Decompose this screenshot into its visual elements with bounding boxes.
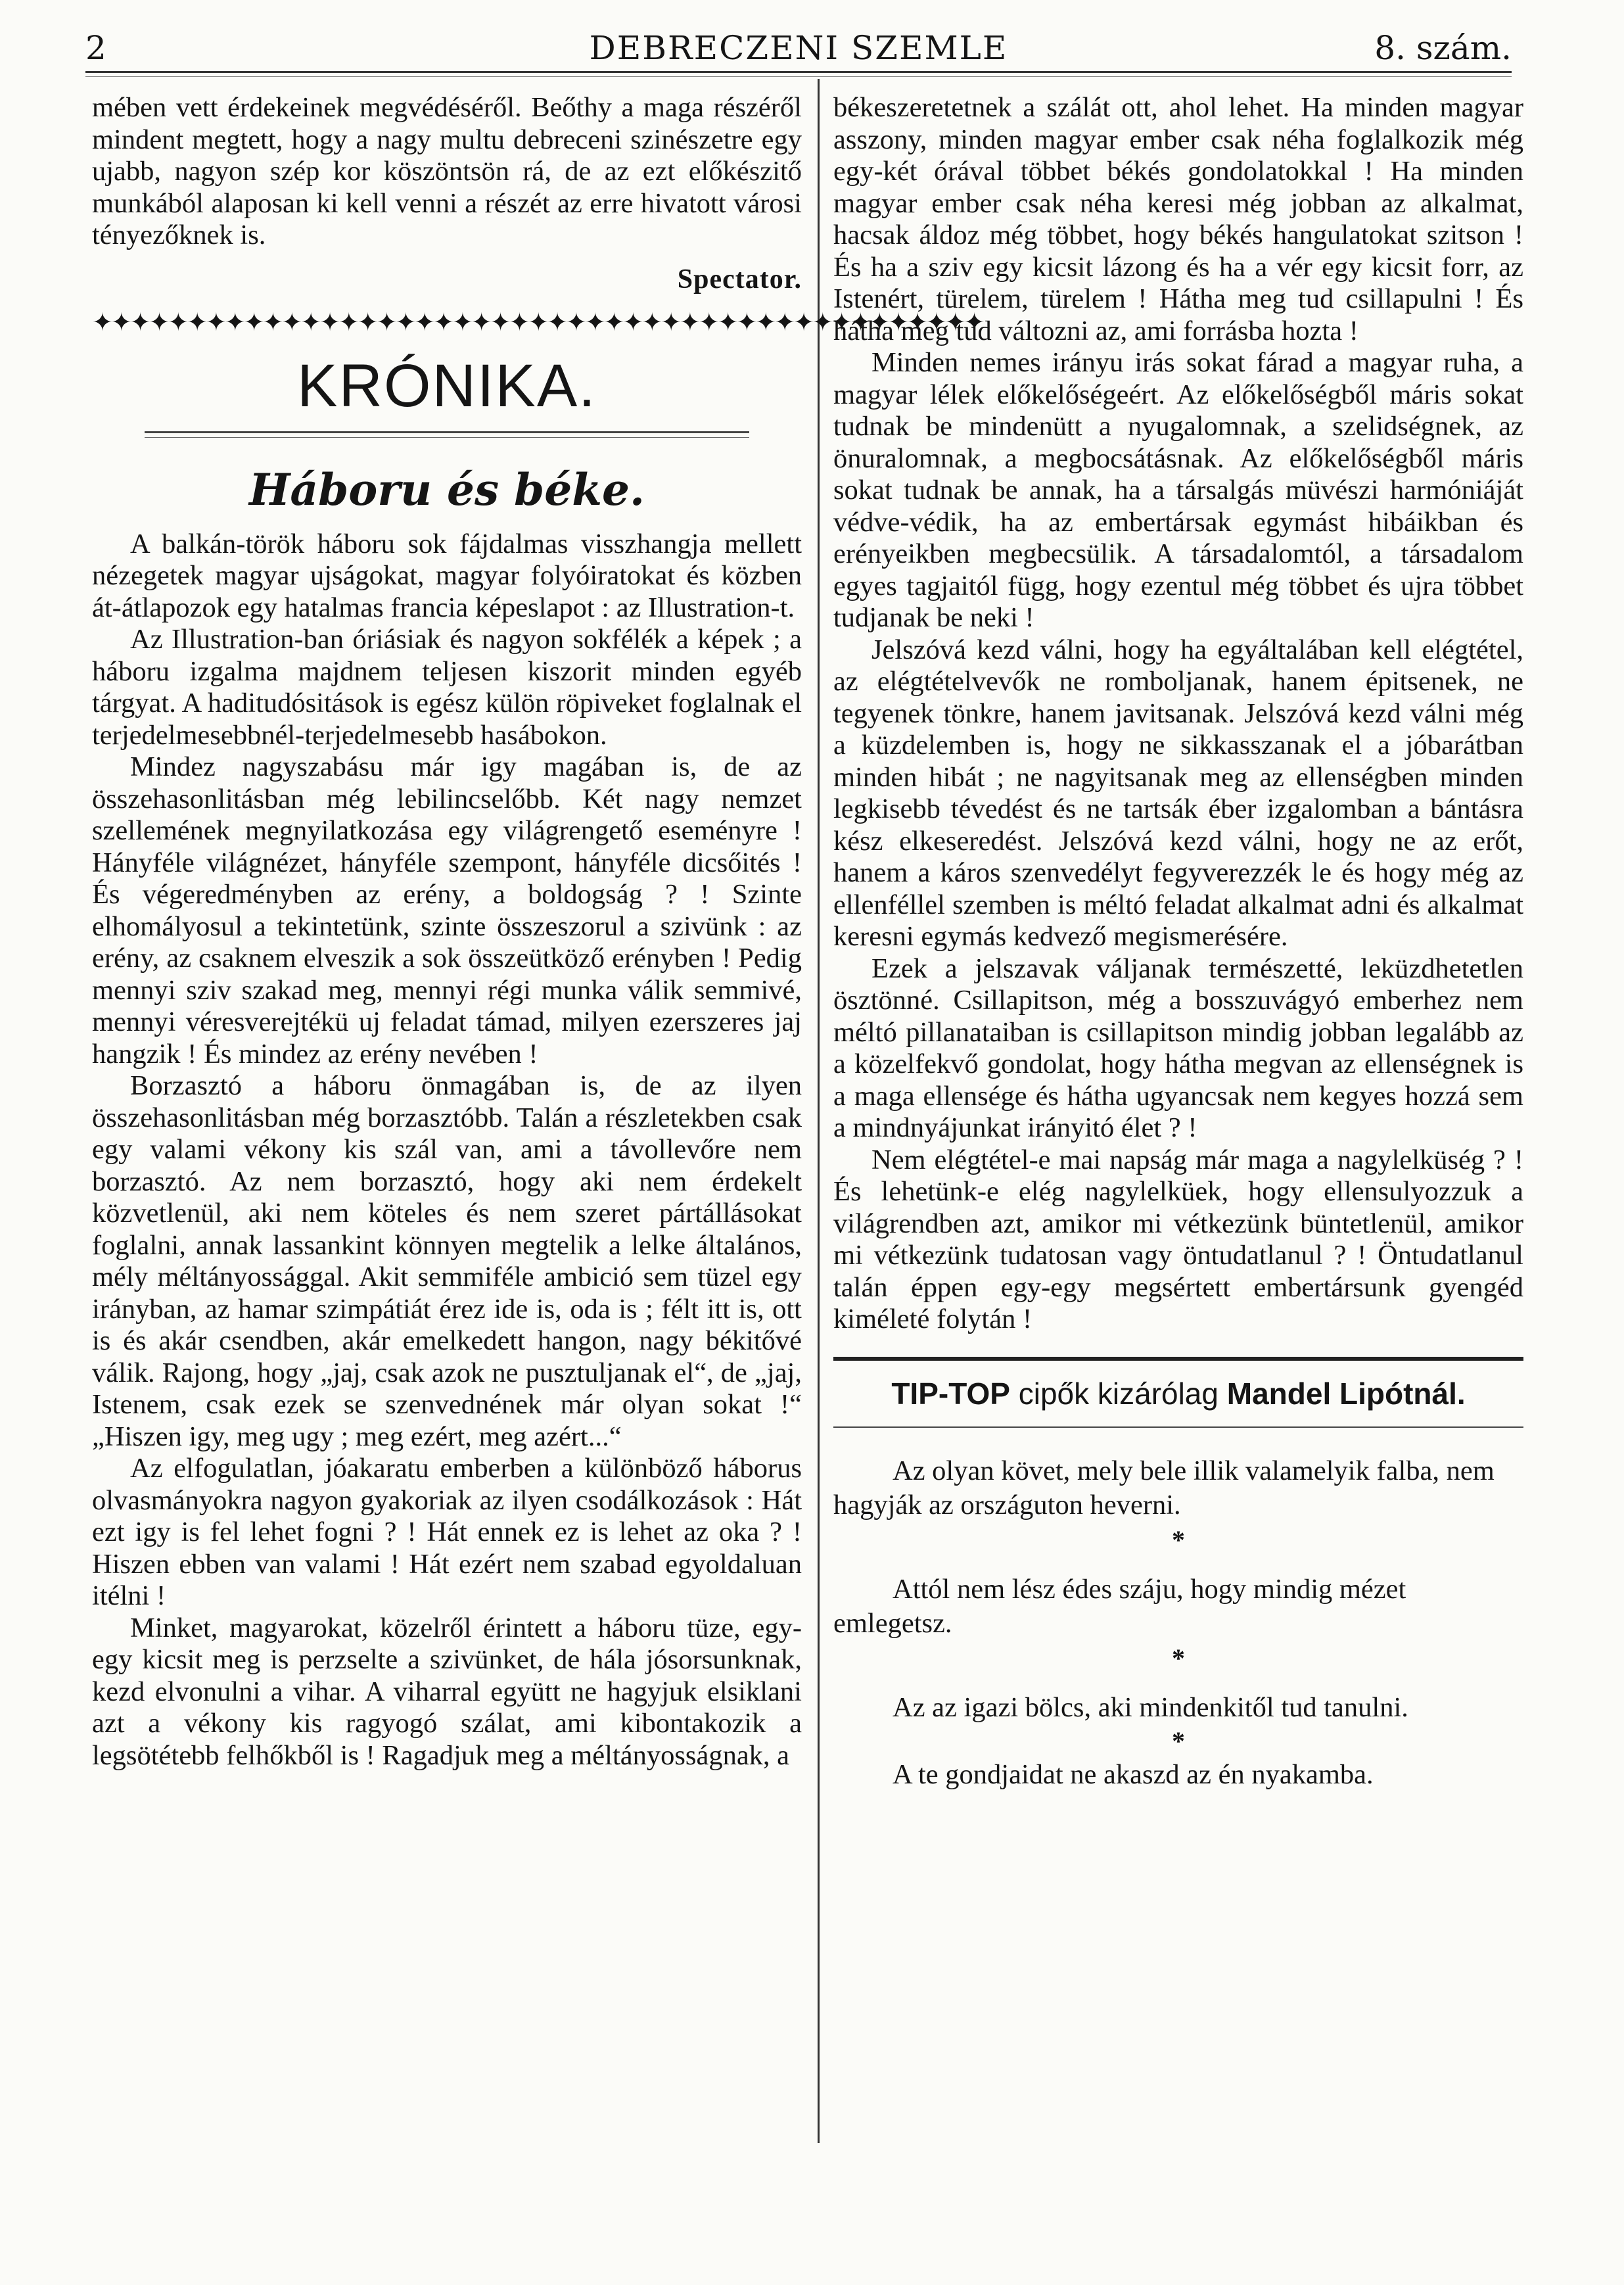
article-paragraph: Az Illustration-ban óriásiak és nagyon sokfélék a képek ; a háboru izgalma majdnem teljesen kiszorit minden egyéb tárgyat. A haditudósitások is egész külön röpiveket foglalnak el terjedelmesebbnél-terjedelmesebb hasábokon. (92, 624, 802, 751)
header-rule-thin (85, 76, 1512, 77)
article-paragraph: Minden nemes irányu irás sokat fárad a magyar ruha, a magyar lélek előkelőségeért. Az előkelőségből máris sokat tudnak be mindenütt a nyugalomnak, a szelidségnek, az önuralomnak, a megbocsátásnak. Az előkelőségből máris sokat tudnak be annak, ha a társalgás müvészi harmóniáját védve-védik, ha az embertársak egymást hibáikban és erényeikben megbecsülik. A társadalomtól, a társadalom egyes tagjaitól függ, hogy ezentul még többet és ujra többet tudjanak be neki ! (833, 347, 1523, 633)
article-paragraph: Az elfogulatlan, jóakaratu emberben a különböző háborus olvasmányokra nagyon gyakoriak az ilyen csodálkozások : Hát ezt igy is fel lehet fogni ? ! Hát ennek ez is lehet az oka ? ! Hiszen ebben van valami ! Hát ezért nem szabad egyoldaluan itélni ! (92, 1453, 802, 1611)
advertisement (833, 1374, 1523, 1413)
article-paragraph: Jelszóvá kezd válni, hogy ha egyáltalában kell elégtétel, az elégtételvevők ne romboljanak, hanem épitsenek, ne tegyenek tönkre, hanem javitsanak. Jelszóvá kezd válni még a küzdelemben is, hogy ne sikkasszanak el a jóbarátban minden hibát ; ne nagyitsanak meg az ellenségben minden legkisebb tévedést és ne tartsák éber izgalomban a bántásra kész elkeseredést. Jelszóvá kezd válni, hogy ne az erőt, hanem a káros szenvedélyt fegyverezzék le és hogy még az ellenféllel szemben is méltó feladat alkalmat adni és alkalmat keresni egymás kedvező megismerésére. (833, 634, 1523, 952)
article-paragraph: Mindez nagyszabásu már igy magában is, de az összehasonlitásban még lebilincselőbb. Két nagy nemzet szellemének megnyilatkozása egy világrengető eseményre ! Hányféle világnézet, hányféle szempont, hányféle dicsőités ! És végeredményben az erény, a boldogság ? ! Szinte elhomályosul a tekintetünk, szinte összeszorul a szivünk : az erény, az csaknem elveszik a sok összeütköző erényben ! Pedig mennyi sziv szakad meg, mennyi régi munka válik semmivé, mennyi véresverejtékü uj feladat támad, milyen ezerszeres jaj hangzik ! És mindez az erény nevében ! (92, 751, 802, 1070)
star-separator: * (1172, 1524, 1185, 1555)
ad-merchant: Mandel Lipótnál. (1226, 1376, 1466, 1411)
article-paragraph: Borzasztó a háboru önmagában is, de az ilyen összehasonlitásban még borzasztóbb. Talán a részletekben csak egy valami vékony kis szál van, ami a távollevőre nem borzasztó. Az nem borzasztó, hogy aki nem érdekelt közvetlenül, aki nem köteles és nem szeret pártállásokat foglalni, annak lassankint könnyen megtelik a lelke általános, mély méltányossággal. Akit semmiféle ambició sem tüzel egy irányban, az hamar szimpátiát érez ide is, oda is ; félt itt is, ott is és akár csendben, akár emelkedett hangon, nagy békitővé válik. Rajong, hogy „jaj, csak azok ne pusztuljanak el“, de „jaj, Istenem, csak ezek se szenvednének már olyan sokat !“ „Hiszen igy, meg ugy ; meg ezért, meg azért...“ (92, 1070, 802, 1452)
section-rule (145, 431, 749, 438)
page-header (85, 20, 1512, 72)
proverb: A te gondjaidat ne akaszd az én nyakamba. (893, 1758, 1374, 1790)
star-separator: * (1172, 1726, 1185, 1756)
section-title: KRÓNIKA. (297, 352, 597, 419)
article-paragraph: A balkán-török háboru sok fájdalmas visszhangja mellett nézegetek magyar ujságokat, magyar folyóiratokat és közben át-átlapozok egy hatalmas francia képeslapot : az Illustration-t. (92, 528, 802, 623)
ornament-divider: ✦✦✦✦✦✦✦✦✦✦✦✦✦✦✦✦✦✦✦✦✦✦✦✦✦✦✦✦✦✦✦✦✦✦✦✦✦✦✦✦✦✦✦✦✦✦✦ (92, 307, 983, 337)
ad-brand: TIP-TOP (891, 1376, 1010, 1411)
right-column (833, 92, 1523, 1792)
article-title: Háboru és béke. (249, 463, 645, 515)
article-paragraph: Minket, magyarokat, közelről érintett a háboru tüze, egy-egy kicsit meg is perzselte a szivünket, de hála jósorsunknak, kezd elvonulni a vihar. A viharral együtt ne hagyjuk elsiklani azt a vékony kis ragyogó szálat, ami kibontakozik a legsötétebb felhőkből is ! Ragadjuk meg a méltányosságnak, a (92, 1612, 802, 1771)
issue-number: 8. szám. (1374, 29, 1512, 67)
intro-paragraph: mében vett érdekeinek megvédéséről. Beőthy a maga részéről mindent megtett, hogy a nagy multu debreceni szinészetre egy ujabb, nagyon szép kor köszöntsön rá, de az ezt előkészitő munkából alaposan ki kell venni a részét az erre hivatott városi tényezőknek is. (92, 92, 802, 250)
column-divider (818, 79, 820, 2143)
proverb: Attól nem lész édes száju, hogy mindig mézet emlegetsz. (833, 1573, 1406, 1639)
star-separator: * (1172, 1643, 1185, 1673)
author-signature: Spectator. (677, 264, 802, 294)
article-paragraph: Nem elégtétel-e mai napság már maga a nagylelküség ? ! És lehetünk-e elég nagylelküek, hogy ellensulyozzuk a világrendben azt, amikor mi vétkezünk büntetlenül, amikor mi vétkezünk tudatosan vagy öntudatlanul ? ! Öntudatlanul talán éppen egy-egy megsértett embertársunk gyengéd kiméleté folytán ! (833, 1144, 1523, 1334)
proverb: Az olyan követ, mely bele illik valamelyik falba, nem hagyják az országuton heverni. (833, 1455, 1495, 1520)
ad-middle-text: cipők kizárólag (1018, 1376, 1218, 1411)
proverb: Az az igazi bölcs, aki mindenkitől tud tanulni. (893, 1691, 1408, 1723)
masthead-title: DEBRECZENI SZEMLE (589, 29, 1008, 67)
ad-top-rule (833, 1357, 1523, 1361)
article-paragraph: Ezek a jelszavak váljanak természetté, leküzdhetetlen ösztönné. Csillapitson, még a bosszuvágyó emberhez nem méltó pillanataiban is csillapitson mindig jobban legalább az a közelfekvő gondolat, hogy hátha megvan az ellenségnek is a maga ellensége és hátha ugyancsak nem kegyes hozzá sem a mindnyájunkat irányitó élet ? ! (833, 953, 1523, 1143)
header-rule (85, 71, 1512, 73)
article-paragraph: békeszeretetnek a szálát ott, ahol lehet. Ha minden magyar asszony, minden magyar ember csak néha foglalkozik még egy-két órával többet békés gondolatokkal ! Ha minden magyar ember csak néha keresi még jobban az alkalmat, hacsak áldoz még többet, hogy békés hangulatokat szitson ! És ha a sziv egy kicsit lázong és ha a vér egy kicsit forr, az Istenért, türelem, türelem ! Hátha meg tud csillapulni ! És hátha meg tud változni az, ami forrásba hozta ! (833, 92, 1523, 346)
ad-bottom-rule (833, 1426, 1523, 1428)
page-number: 2 (85, 29, 106, 67)
